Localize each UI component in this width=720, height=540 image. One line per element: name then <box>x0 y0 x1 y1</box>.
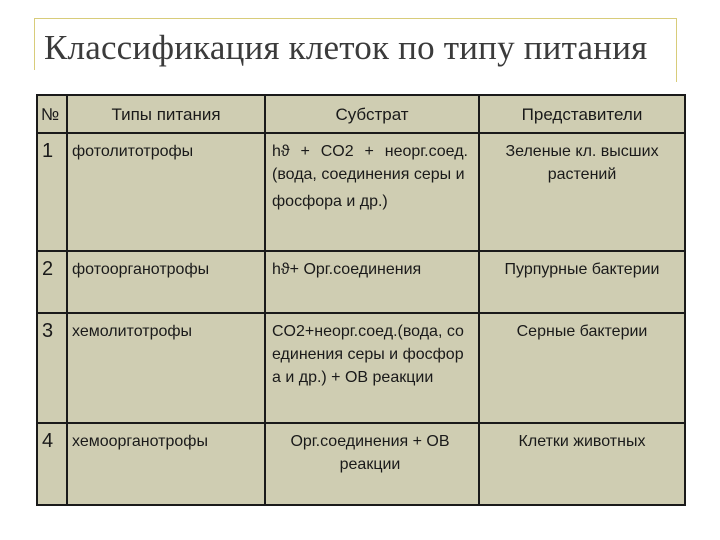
row-number: 2 <box>37 251 67 313</box>
row-nutrition-type: хемолитотрофы <box>67 313 265 423</box>
table-row <box>37 251 685 313</box>
table-row <box>37 133 685 251</box>
row-number: 3 <box>37 313 67 423</box>
row-nutrition-type: фотолитотрофы <box>67 133 265 251</box>
header-representatives: Представители <box>479 95 685 133</box>
header-types: Типы питания <box>67 95 265 133</box>
row-substrate-text: hϑ + CO2 + неорг.соед. (вода, соединения серы и <box>272 143 468 183</box>
row-representatives: Серные бактерии <box>479 313 685 423</box>
header-substrate: Субстрат <box>265 95 479 133</box>
table-row <box>37 313 685 423</box>
row-representatives: Зеленые кл. высших растений <box>479 133 685 251</box>
row-representatives: Пурпурные бактерии <box>479 251 685 313</box>
row-number: 4 <box>37 423 67 505</box>
title-frame-left-line <box>34 18 35 70</box>
row-substrate: Орг.соединения + ОВ реакции <box>265 423 479 505</box>
row-substrate <box>265 133 479 251</box>
row-nutrition-type: фотоорганотрофы <box>67 251 265 313</box>
row-representatives: Клетки животных <box>479 423 685 505</box>
table-row <box>37 423 685 505</box>
header-number: № <box>37 95 67 133</box>
row-substrate: hϑ+ Орг.соединения <box>265 251 479 313</box>
row-nutrition-type: хемоорганотрофы <box>67 423 265 505</box>
row-substrate-text-continued: фосфора и др.) <box>272 193 388 210</box>
row-number: 1 <box>37 133 67 251</box>
row-substrate: CO2+неорг.соед.(вода, соединения серы и фосфора и др.) + ОВ реакции <box>265 313 479 423</box>
nutrition-types-table <box>36 94 686 506</box>
table-header-row <box>37 95 685 133</box>
title-frame-right-line <box>676 18 677 82</box>
title-frame-top-line <box>34 18 676 19</box>
slide-title: Классификация клеток по типу питания <box>44 28 648 67</box>
